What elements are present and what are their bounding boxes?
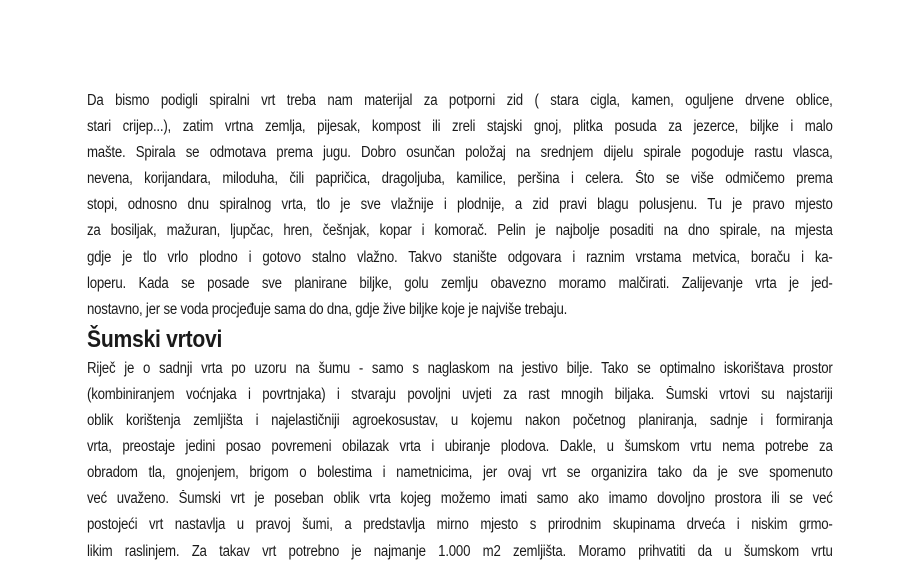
text-line: vrta, preostaje jedini posao povremeni obilazak vrta i ubiranje plodova. Dakle, u šumskom vrtu nema potrebe za bbox=[87, 438, 833, 456]
text-line: Riječ je o sadnji vrta po uzoru na šumu - samo s naglaskom na jestivo bilje. Tako se optimalno iskorištava prostor bbox=[87, 359, 833, 377]
text-line: nostavno, jer se voda procjeđuje sama do dna, gdje žive biljke koje je najviše trebaju. bbox=[87, 300, 568, 318]
document-page bbox=[87, 88, 833, 565]
section-heading: Šumski vrtovi bbox=[87, 325, 223, 353]
text-line: gdje je tlo vrlo plodno i gotovo stalno vlažno. Takvo stanište odgovara i raznim vrstama metvica, boraču i ka- bbox=[87, 248, 833, 266]
text-line: oblik korištenja zemljišta i najelastičniji agroekosustav, u kojemu nakon početnog planiranja, sadnje i formiranja bbox=[87, 412, 833, 430]
text-line: loperu. Kada se posade sve planirane biljke, golu zemlju obavezno moramo malčirati. Zalijevanje vrta je jed- bbox=[87, 274, 833, 292]
text-line: nevena, korijandara, miloduha, čili papričica, dragoljuba, kamilice, peršina i celera. Što se više odmičemo prema bbox=[87, 170, 833, 188]
text-line: već uvaženo. Šumski vrt je poseban oblik vrta kojeg možemo imati samo ako imamo dovoljno prostora ili se već bbox=[87, 490, 833, 508]
paragraph-spiral-garden bbox=[87, 88, 833, 323]
text-line: stari crijep...), zatim vrtna zemlja, pijesak, kompost ili zreli stajski gnoj, plitka posuda za jezerce, biljke i malo bbox=[87, 118, 833, 136]
text-line: Da bismo podigli spiralni vrt treba nam materijal za potporni zid ( stara cigla, kamen, oguljene drvene oblice, bbox=[87, 92, 833, 109]
paragraph-forest-gardens bbox=[87, 356, 833, 565]
text-line: za bosiljak, mažuran, ljupčac, hren, češnjak, kopar i komorač. Pelin je najbolje posaditi na dno spirale, na mjesta bbox=[87, 222, 833, 240]
text-line: mašte. Spirala se odmotava prema jugu. Dobro osunčan položaj na srednjem dijelu spirale pogoduje rastu vlasca, bbox=[87, 144, 833, 162]
text-line: postojeći vrt nastavlja u pravoj šumi, a predstavlja mirno mjesto s prirodnim skupinama drveća i niskim grmo- bbox=[87, 516, 833, 534]
text-line: stopi, odnosno dnu spiralnog vrta, tlo je sve vlažnije i plodnije, a zid pravi blagu polusjenu. Tu je pravo mjesto bbox=[87, 196, 833, 214]
text-line: likim raslinjem. Za takav vrt potrebno je najmanje 1.000 m2 zemljišta. Moramo prihvatiti da u šumskom vrtu bbox=[87, 542, 833, 560]
text-line: (kombiniranjem voćnjaka i povrtnjaka) i stvaraju povoljni uvjeti za rast mnogih biljaka. Šumski vrtovi su najstariji bbox=[87, 385, 833, 403]
text-line: obradom tla, gnojenjem, brigom o bolestima i nametnicima, jer ovaj vrt se organizira tako da je sve spomenuto bbox=[87, 464, 833, 482]
